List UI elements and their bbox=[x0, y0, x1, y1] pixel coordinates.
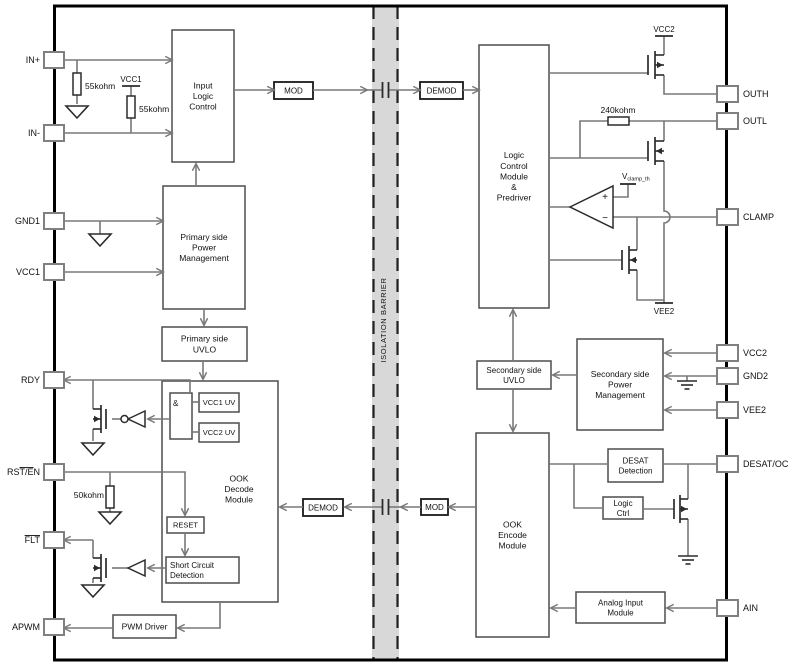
pin-clamp-label: CLAMP bbox=[743, 212, 775, 222]
value-label: 55kohm bbox=[85, 81, 116, 91]
pin-ain-box bbox=[717, 600, 738, 616]
block-mod-top-label: MOD bbox=[284, 86, 303, 96]
pin-flt-label: FLT bbox=[24, 535, 40, 545]
pin-in-plus-label: IN+ bbox=[25, 55, 40, 65]
pin-clamp-box bbox=[717, 209, 738, 225]
comparator-minus: − bbox=[602, 213, 608, 224]
pin-desat-oc-box bbox=[717, 456, 738, 472]
block-logic-ctrl bbox=[603, 497, 643, 519]
block-short-circuit-detection-label: Short Circuit Detection bbox=[170, 560, 215, 580]
pin-vcc1-label: VCC1 bbox=[15, 267, 40, 277]
isolation-barrier-label: ISOLATION BARRIER bbox=[379, 277, 388, 363]
pin-in-minus-label: IN- bbox=[28, 128, 40, 138]
pin-in-plus-box bbox=[44, 52, 64, 68]
rail-vcc2-label: VCC2 bbox=[653, 25, 675, 34]
pin-vcc1-box bbox=[44, 264, 64, 280]
pin-vcc2-box bbox=[717, 345, 738, 361]
rail-vcc1-label: VCC1 bbox=[120, 75, 142, 84]
pin-gnd2-box bbox=[717, 368, 738, 384]
resistor-icon bbox=[608, 117, 629, 125]
block-demod-top-label: DEMOD bbox=[426, 86, 457, 96]
block-analog-input-module bbox=[576, 592, 665, 623]
block-input-logic-control-label: Input Logic Control bbox=[189, 80, 217, 112]
block-desat-detection bbox=[608, 449, 663, 482]
vclamp-label: Vclamp_th bbox=[622, 172, 650, 183]
block-short-circuit-detection bbox=[166, 557, 239, 583]
block-pwm-driver-label: PWM Driver bbox=[121, 621, 168, 632]
pin-rst-en-box bbox=[44, 464, 64, 480]
block-ook-encode-label: OOK Encode Module bbox=[498, 519, 527, 551]
pin-in-minus-box bbox=[44, 125, 64, 141]
block-ook-decode-label: OOK Decode Module bbox=[224, 473, 254, 505]
pin-flt-box bbox=[44, 532, 64, 548]
block-and-gate bbox=[170, 393, 192, 439]
pin-vee2-label: VEE2 bbox=[743, 405, 767, 415]
pin-gnd1-label: GND1 bbox=[14, 216, 40, 226]
block-secondary-uvlo-label: Secondary side UVLO bbox=[486, 365, 542, 385]
pin-gnd2-label: GND2 bbox=[743, 371, 769, 381]
block-logic-control-module bbox=[479, 45, 549, 308]
block-mod-bottom-label: MOD bbox=[425, 502, 444, 512]
block-demod-top bbox=[420, 82, 463, 99]
pin-apwm-label: APWM bbox=[12, 622, 40, 632]
block-demod-bottom bbox=[303, 499, 343, 516]
pin-rst-en-label: RST/EN bbox=[6, 467, 40, 477]
pin-vee2-box bbox=[717, 402, 738, 418]
block-secondary-power-mgmt-label: Secondary side Power Management bbox=[590, 368, 650, 401]
pin-outl-label: OUTL bbox=[743, 116, 768, 126]
block-vcc2-uv bbox=[199, 423, 239, 442]
block-primary-power-mgmt-label: Primary side Power Management bbox=[179, 231, 229, 264]
block-mod-top bbox=[274, 82, 313, 99]
block-logic-ctrl-label: Logic Ctrl bbox=[613, 498, 633, 518]
comparator-plus: + bbox=[602, 192, 608, 203]
block-secondary-uvlo bbox=[477, 361, 551, 389]
block-desat-detection-label: DESAT Detection bbox=[618, 456, 653, 476]
block-secondary-power-mgmt bbox=[577, 339, 663, 430]
block-reset-label: RESET bbox=[172, 520, 199, 530]
pin-ain-label: AIN bbox=[743, 603, 759, 613]
block-primary-uvlo-label: Primary side UVLO bbox=[180, 333, 229, 355]
block-reset bbox=[167, 517, 204, 533]
pin-rdy-box bbox=[44, 372, 64, 388]
pin-apwm-box bbox=[44, 619, 64, 635]
block-input-logic-control bbox=[172, 30, 234, 162]
block-vcc1-uv bbox=[199, 393, 239, 412]
pin-rdy-label: RDY bbox=[20, 375, 40, 385]
pin-vcc2-label: VCC2 bbox=[743, 348, 768, 358]
block-primary-uvlo bbox=[162, 327, 247, 361]
block-demod-bottom-label: DEMOD bbox=[308, 503, 338, 513]
pin-gnd1-box bbox=[44, 213, 64, 229]
rail-vee2-label: VEE2 bbox=[653, 307, 675, 316]
inverter-bubble bbox=[121, 416, 128, 423]
block-pwm-driver bbox=[113, 615, 176, 638]
value-label: 240kohm bbox=[600, 105, 636, 115]
resistor-icon bbox=[73, 73, 81, 95]
block-primary-power-mgmt bbox=[163, 186, 245, 309]
pin-outl-box bbox=[717, 113, 738, 129]
block-vcc1-uv-label: VCC1 UV bbox=[202, 398, 236, 408]
block-vcc2-uv-label: VCC2 UV bbox=[202, 428, 236, 438]
resistor-icon bbox=[127, 96, 135, 118]
pin-outh-label: OUTH bbox=[743, 89, 769, 99]
block-analog-input-module-label: Analog Input Module bbox=[598, 598, 643, 618]
block-ook-encode bbox=[476, 433, 549, 637]
value-label: 55kohm bbox=[139, 104, 170, 114]
block-logic-control-module-label: Logic Control Module & Predriver bbox=[496, 150, 532, 203]
block-mod-bottom bbox=[421, 499, 448, 515]
pin-desat-oc-label: DESAT/OC bbox=[743, 459, 789, 469]
block-and-gate-label: & bbox=[173, 398, 179, 408]
pin-outh-box bbox=[717, 86, 738, 102]
resistor-icon bbox=[106, 486, 114, 508]
value-label: 50kohm bbox=[73, 490, 104, 500]
